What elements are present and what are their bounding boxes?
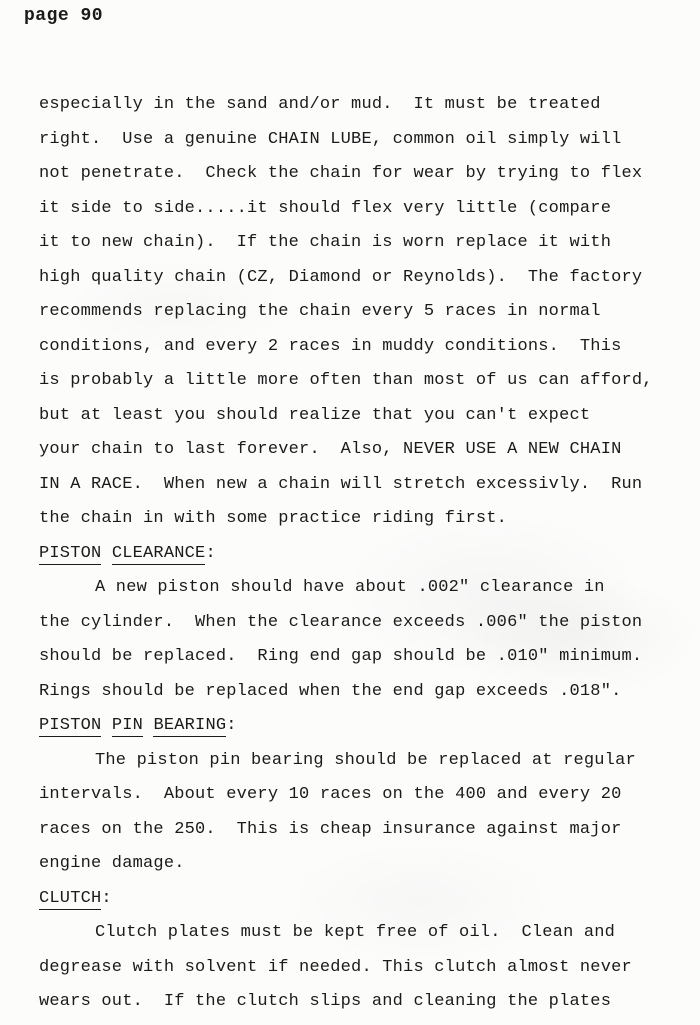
text-line: is probably a little more often than most of us can afford, (39, 371, 653, 390)
text-line: conditions, and every 2 races in muddy conditions. This (39, 336, 622, 356)
text-line: not penetrate. Check the chain for wear by trying to flex (39, 164, 643, 183)
text-line: recommends replacing the chain every 5 races in normal (39, 302, 601, 321)
text-line: but at least you should realize that you can't expect (39, 405, 591, 425)
text-line: The piston pin bearing should be replaced at regular (95, 750, 636, 770)
text-line: high quality chain (CZ, Diamond or Reynolds). The factory (39, 267, 643, 287)
section-heading-word: PISTON (39, 543, 102, 563)
section-heading: CLUTCH: (39, 888, 112, 908)
section-heading-word: CLUTCH (39, 888, 102, 908)
page-number: page 90 (24, 6, 104, 26)
text-line: right. Use a genuine CHAIN LUBE, common oil simply will (39, 129, 622, 149)
text-line: it to new chain). If the chain is worn replace it with (39, 233, 612, 252)
paragraph (39, 88, 680, 537)
text-line: IN A RACE. When new a chain will stretch excessivly. Run (39, 474, 643, 494)
paragraph (39, 744, 680, 882)
text-line: Rings should be replaced when the end gap exceeds .018". (39, 681, 622, 701)
section-heading: PISTON CLEARANCE: (39, 543, 216, 563)
text-line: degrease with solvent if needed. This clutch almost never (39, 957, 632, 977)
text-line: wears out. If the clutch slips and cleaning the plates (39, 992, 612, 1011)
text-line: the cylinder. When the clearance exceeds .006" the piston (39, 612, 643, 632)
text-line: should be replaced. Ring end gap should be .010" minimum. (39, 647, 643, 666)
section-heading-word: CLEARANCE (111, 543, 206, 563)
document-content (39, 88, 680, 1020)
section-heading-word: BEARING (153, 716, 227, 735)
text-line: A new piston should have about .002" clearance in (95, 578, 605, 597)
text-line: your chain to last forever. Also, NEVER USE A NEW CHAIN (39, 440, 622, 459)
text-line: intervals. About every 10 races on the 400 and every 20 (39, 785, 622, 804)
section-heading-word: PIN (111, 716, 144, 735)
text-line: Clutch plates must be kept free of oil. Clean and (95, 923, 616, 942)
text-line: the chain in with some practice riding first. (39, 509, 508, 528)
paragraph (39, 916, 680, 1020)
section-heading: PISTON PIN BEARING: (39, 716, 237, 735)
section-heading-word: PISTON (39, 716, 102, 735)
text-line: especially in the sand and/or mud. It must be treated (39, 95, 601, 114)
text-line: races on the 250. This is cheap insurance against major (39, 819, 622, 839)
paragraph (39, 571, 680, 709)
text-line: engine damage. (39, 854, 185, 873)
text-line: it side to side.....it should flex very little (compare (39, 198, 612, 218)
